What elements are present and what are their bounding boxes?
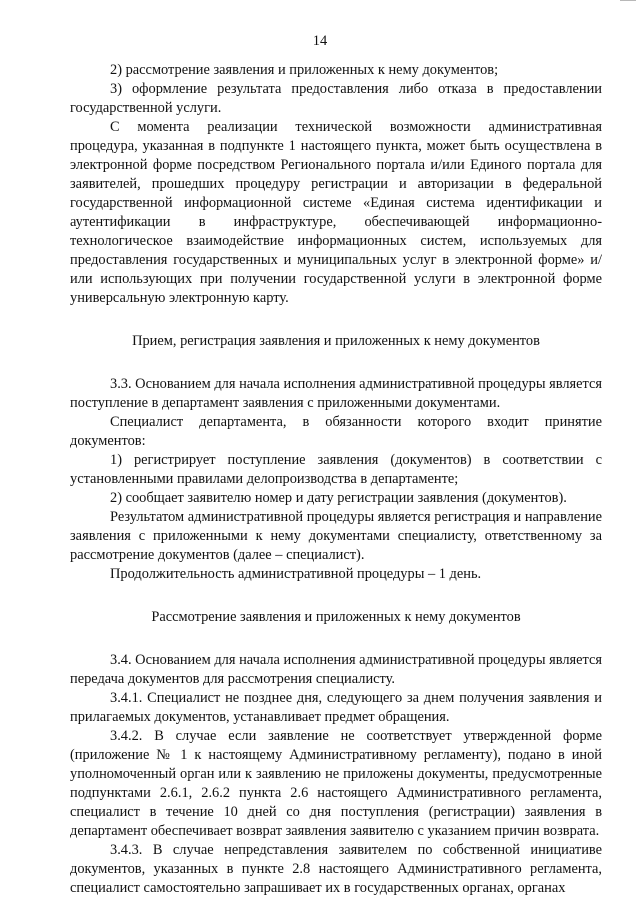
paragraph-specialist-duties: Специалист департамента, в обязанности которого входит принятие документов:	[70, 414, 602, 449]
paragraph-3-4-1: 3.4.1. Специалист не позднее дня, следующего за днем получения заявления и прилагаемых документов, устанавливает предмет обращения.	[70, 690, 602, 725]
section-heading-reception: Прием, регистрация заявления и приложенных к нему документов	[132, 333, 540, 349]
duty-item-2: 2) сообщает заявителю номер и дату регистрации заявления (документов).	[110, 490, 567, 506]
paragraph-3-4-3: 3.4.3. В случае непредставления заявителем по собственной инициативе документов, указанных в пункте 2.8 настоящего Административного регламента, специалист самостоятельно запрашивает их в государственных органах, органах	[70, 842, 602, 896]
paragraph-duration: Продолжительность административной процедуры – 1 день.	[110, 566, 482, 582]
paragraph-3-4-2: 3.4.2. В случае если заявление не соответствует утвержденной форме (приложение № 1 к настоящему Административному регламенту), подано в иной уполномоченный орган или к заявлению не приложены документы, предусмотренные подпунктами 2.6.1, 2.6.2 пункта 2.6 настоящего Административного регламента, специалист в течение 10 дней со дня поступления (регистрации) заявления в департамент обеспечивает возврат заявления заявителю с указанием причин возврата.	[70, 728, 602, 839]
duty-item-1: 1) регистрирует поступление заявления (документов) в соответствии с установленными правилами делопроизводства в департаменте;	[70, 452, 602, 487]
paragraph-3-3: 3.3. Основанием для начала исполнения административной процедуры является поступление в департамент заявления с приложенными документами.	[70, 376, 602, 411]
page-number: 14	[312, 33, 328, 49]
paragraph-result: Результатом административной процедуры является регистрация и направление заявления с приложенными к нему документами специалисту, ответственному за рассмотрение документов (далее – специалист).	[70, 509, 602, 563]
section-heading-review: Рассмотрение заявления и приложенных к нему документов	[151, 609, 521, 625]
paragraph-3-4: 3.4. Основанием для начала исполнения административной процедуры является передача документов для рассмотрения специалисту.	[70, 652, 602, 687]
document-body	[70, 61, 602, 898]
paragraph-electronic-form: С момента реализации технической возможности административная процедура, указанная в подпункте 1 настоящего пункта, может быть осуществлена в электронной форме посредством Регионального портала и/или Единого портала для заявителей, прошедших процедуру регистрации и авторизации в федеральной государственной информационной системе «Единая система идентификации и аутентификации в инфраструктуре, обеспечивающей информационно-технологическое взаимодействие информационных систем, используемых для предоставления государственных и муниципальных услуг в электронной форме» и/или использующих при получении государственной услуги в электронной форме универсальную электронную карту.	[70, 119, 602, 306]
list-item-3: 3) оформление результата предоставления либо отказа в предоставлении государственной услуги.	[70, 81, 602, 116]
list-item-2: 2) рассмотрение заявления и приложенных к нему документов;	[110, 62, 499, 78]
corner-mark	[620, 0, 636, 3]
